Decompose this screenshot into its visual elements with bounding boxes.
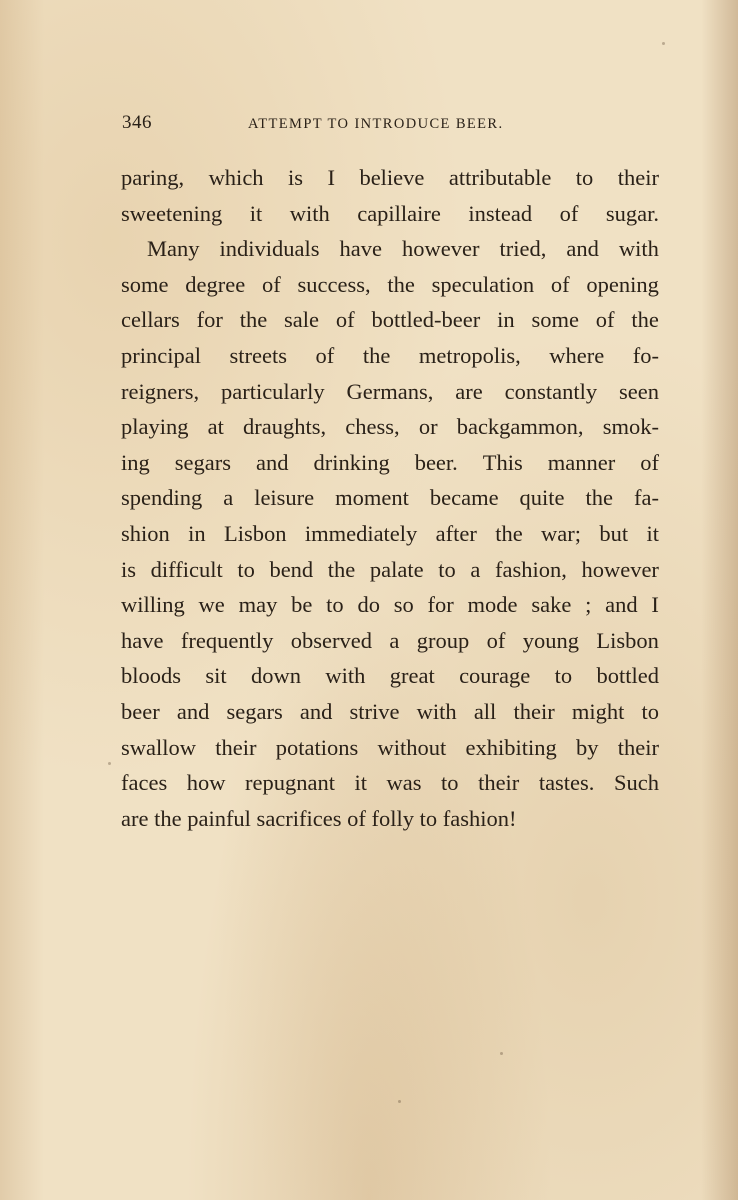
text-line-10: spending a leisure moment became quite the fa- <box>121 485 659 511</box>
text-line-5: cellars for the sale of bottled-beer in some of the <box>121 307 659 333</box>
running-title: ATTEMPT TO INTRODUCE BEER. <box>248 116 504 132</box>
text-line-7: reigners, particularly Germans, are constantly seen <box>121 378 659 404</box>
text-line-17: swallow their potations without exhibiting by their <box>121 734 659 760</box>
text-line-6: principal streets of the metropolis, where fo- <box>121 342 659 368</box>
paper-speck <box>662 42 665 45</box>
text-line-4: some degree of success, the speculation of opening <box>121 271 659 297</box>
paper-speck <box>108 762 111 765</box>
paper-speck <box>398 1100 401 1103</box>
text-line-16: beer and segars and strive with all their might to <box>121 698 659 724</box>
text-line-14: have frequently observed a group of young Lisbon <box>121 627 659 653</box>
text-line-12: is difficult to bend the palate to a fashion, however <box>121 556 659 582</box>
text-line-1: paring, which is I believe attributable to their <box>121 165 659 190</box>
text-line-9: ing segars and drinking beer. This manner of <box>121 449 659 475</box>
text-line-8: playing at draughts, chess, or backgammon, smok- <box>121 414 659 440</box>
text-line-19: are the painful sacrifices of folly to fashion! <box>121 805 517 831</box>
running-header <box>122 112 662 142</box>
text-line-13: willing we may be to do so for mode sake ; and I <box>121 592 659 618</box>
text-line-15: bloods sit down with great courage to bottled <box>121 663 659 689</box>
text-line-11: shion in Lisbon immediately after the war; but it <box>121 520 659 546</box>
body-text <box>121 160 659 836</box>
text-line-18: faces how repugnant it was to their tastes. Such <box>121 770 659 796</box>
paper-speck <box>500 1052 503 1055</box>
text-line-3: Many individuals have however tried, and with <box>147 236 659 262</box>
page-number: 346 <box>122 112 152 133</box>
text-line-2: sweetening it with capillaire instead of sugar. <box>121 200 659 226</box>
